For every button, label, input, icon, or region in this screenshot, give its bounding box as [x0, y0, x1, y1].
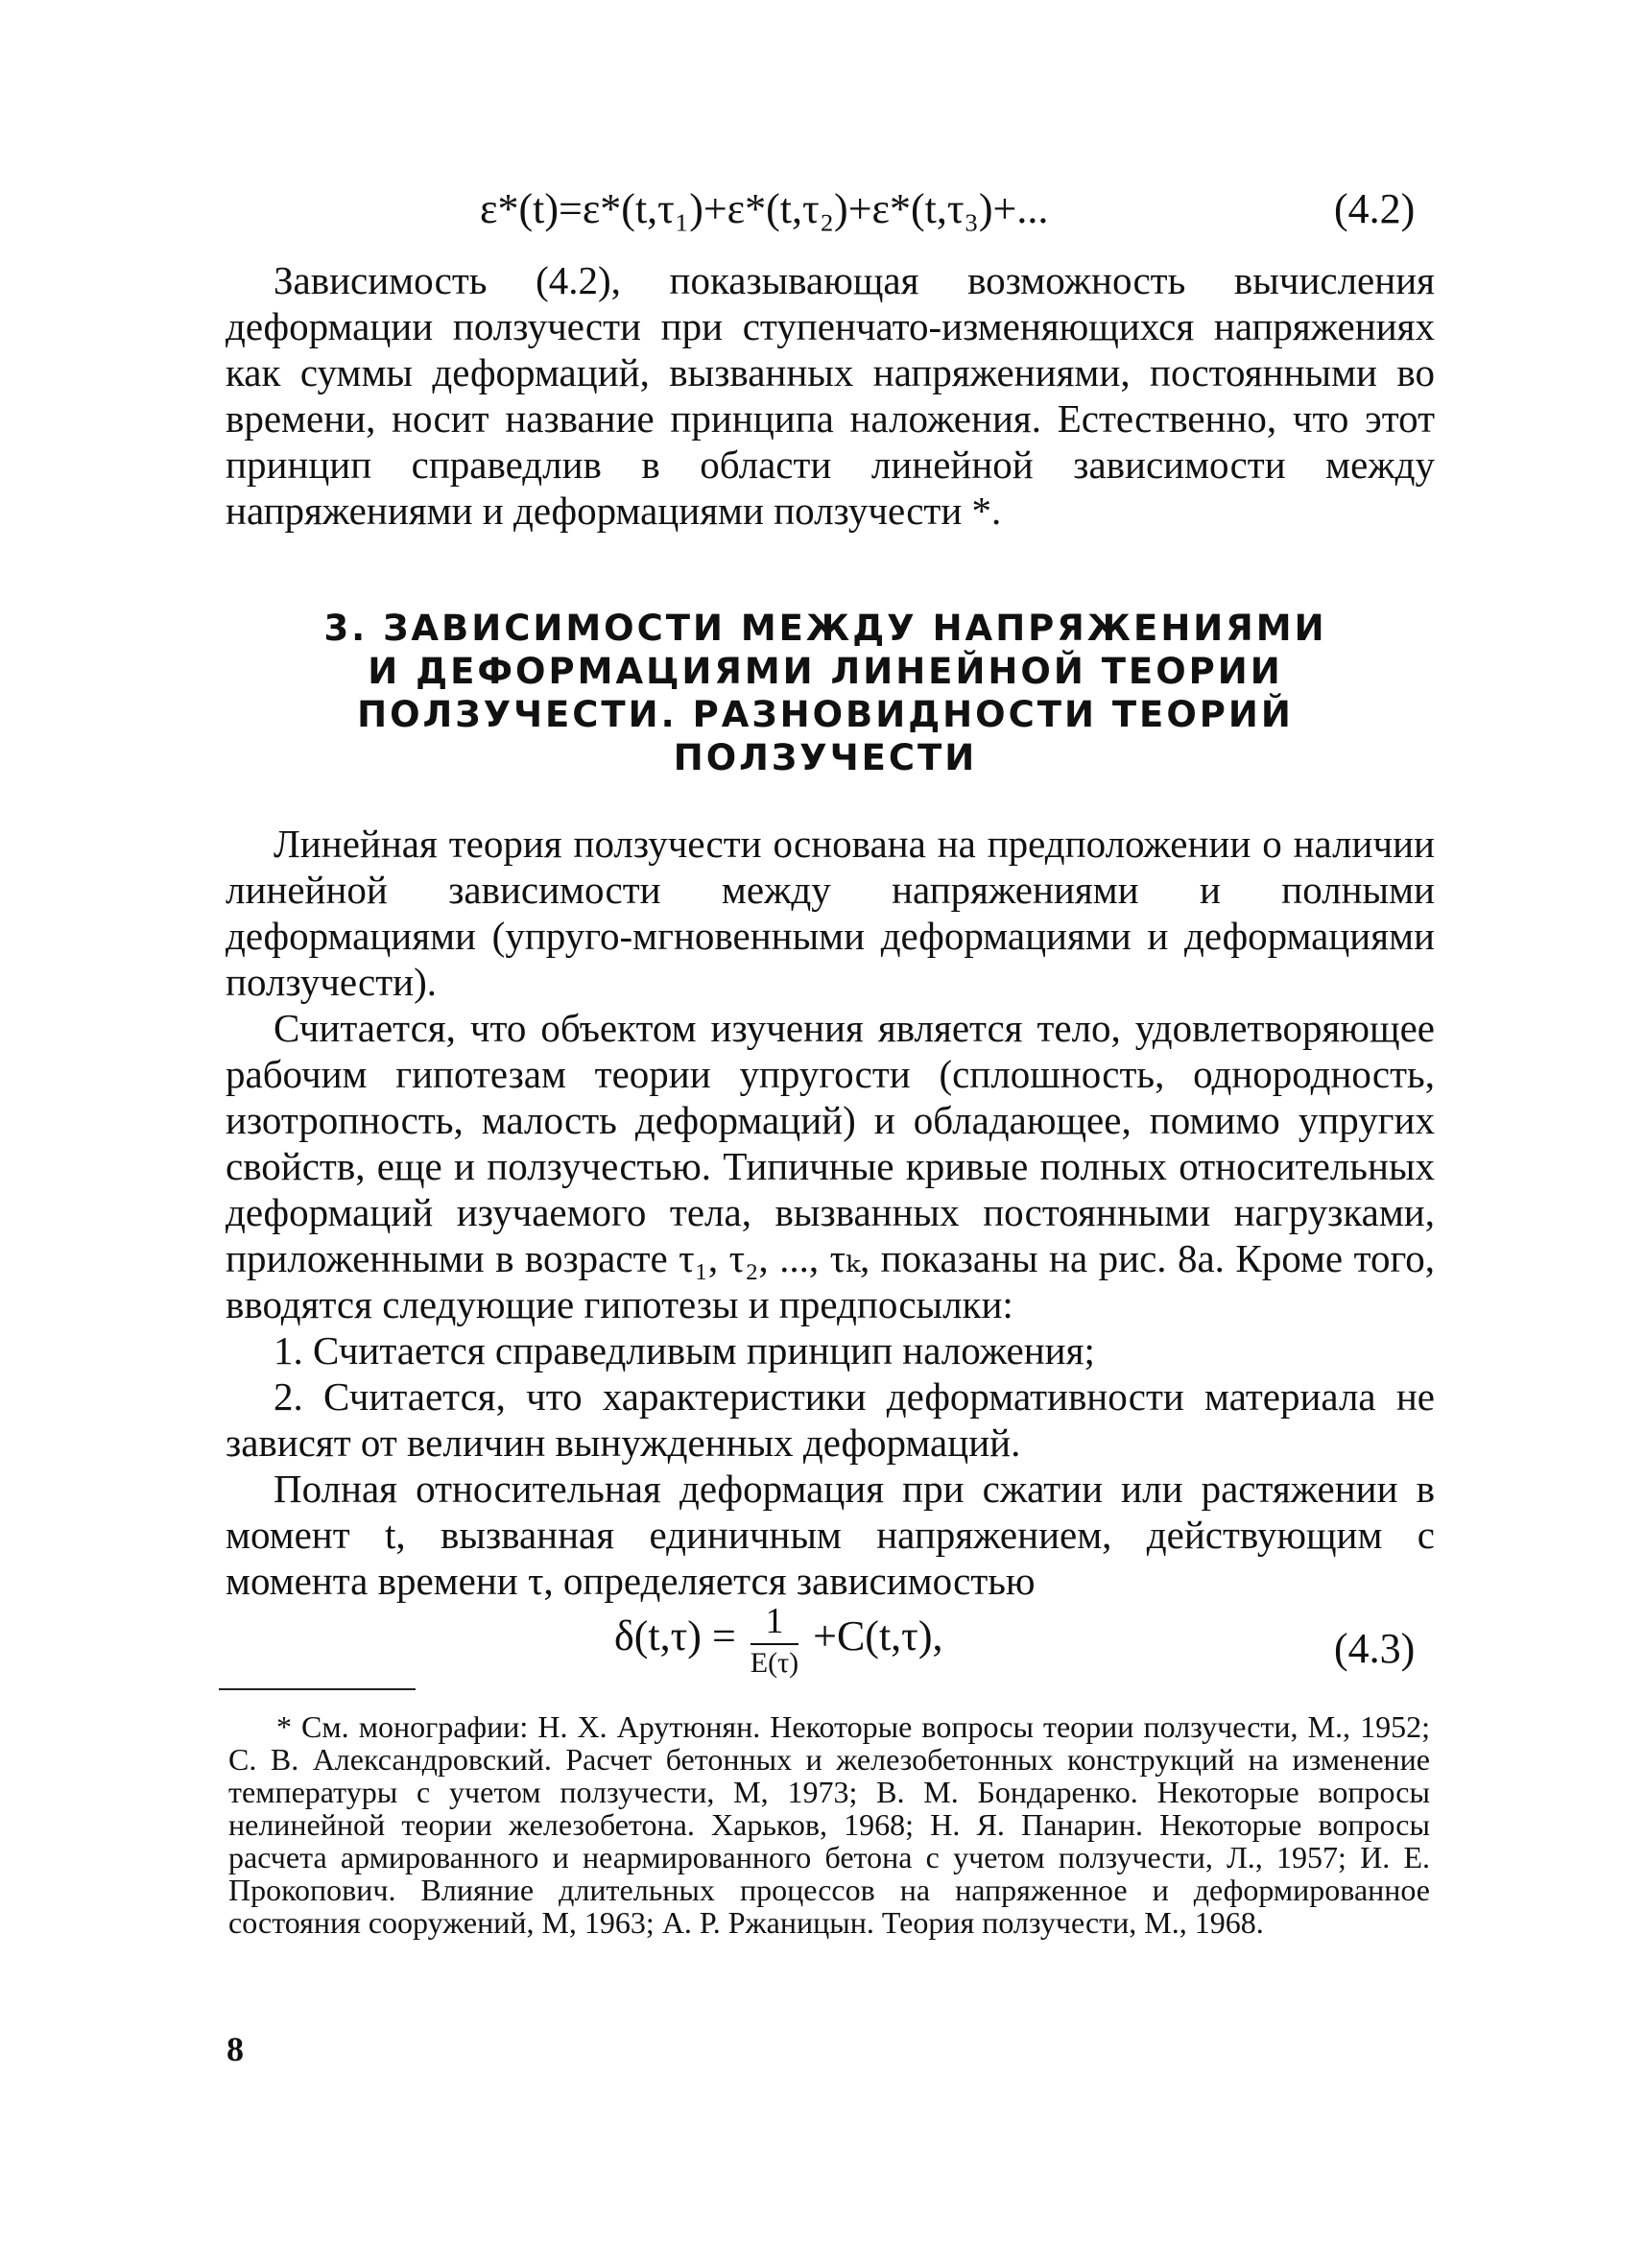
footnote-divider — [219, 1688, 416, 1690]
footnote: * См. монографии: Н. Х. Арутюнян. Некоторые вопросы теории ползучести, М., 1952; С. В. Александровский. Расчет бетонных и железобетонных конструкций на изменение температуры с учетом ползучести, М, 1973; В. М. Бондаренко. Некоторые вопросы нелинейной теории железобетона. Харьков, 1968; Н. Я. Панарин. Некоторые вопросы расчета армированного и неармированного бетона с учетом ползучести, Л., 1957; И. Е. Прокопович. Влияние длительных процессов на напряженное и деформированное состояния сооружений, М, 1963; А. Р. Ржаницын. Теория ползучести, М., 1968. — [228, 1709, 1430, 1940]
heading-line-4: ПОЛЗУЧЕСТИ — [673, 737, 978, 778]
text-block-2 — [226, 821, 1435, 1604]
text-block-1 — [226, 257, 1435, 534]
section-heading — [269, 607, 1382, 779]
equation-4-3-number: (4.3) — [1334, 1625, 1416, 1672]
fraction-denominator: E(τ) — [750, 1647, 799, 1679]
fraction-numerator: 1 — [751, 1603, 798, 1645]
paragraph-hypothesis-1: 1. Считается справедливым принцип наложения; — [274, 1328, 1095, 1373]
equation-4-3-rhs: +C(t,τ), — [813, 1612, 943, 1660]
equation-4-3-fraction — [751, 1603, 798, 1678]
paragraph-linear-theory: Линейная теория ползучести основана на предположении о наличии линейной зависимости между напряжениями и полными деформациями (упруго-мгновенными деформациями и деформациями ползучести). — [226, 822, 1435, 1004]
paragraph-superposition: Зависимость (4.2), показывающая возможность вычисления деформации ползучести при ступенчато-изменяющихся напряжениях как суммы деформаций, вызванных напряжениями, постоянными во времени, носит название принципа наложения. Естественно, что этот принцип справедлив в области линейной зависимости между напряжениями и деформациями ползучести *. — [226, 258, 1435, 533]
paragraph-object-of-study: Считается, что объектом изучения является тело, удовлетворяющее рабочим гипотезам теории упругости (сплошность, однородность, изотропность, малость деформаций) и обладающее, помимо упругих свойств, еще и ползучестью. Типичные кривые полных относительных деформаций изучаемого тела, вызванных постоянными нагрузками, приложенными в возрасте τ₁, τ₂, ..., τₖ, показаны на рис. 8а. Кроме того, вводятся следующие гипотезы и предпосылки: — [226, 1006, 1435, 1326]
page-number: 8 — [226, 2030, 244, 2068]
paragraph-hypothesis-2: 2. Считается, что характеристики деформативности материала не зависят от величин вынужденных деформаций. — [226, 1374, 1435, 1465]
heading-line-1: 3. ЗАВИСИМОСТИ МЕЖДУ НАПРЯЖЕНИЯМИ — [323, 608, 1327, 649]
paragraph-full-deformation: Полная относительная деформация при сжатии или растяжении в момент t, вызванная единичным напряжением, действующим с момента времени τ, определяется зависимостью — [226, 1467, 1435, 1603]
heading-line-2: И ДЕФОРМАЦИЯМИ ЛИНЕЙНОЙ ТЕОРИИ — [368, 651, 1283, 692]
heading-line-3: ПОЛЗУЧЕСТИ. РАЗНОВИДНОСТИ ТЕОРИЙ — [357, 694, 1294, 735]
equation-4-3 — [614, 1603, 943, 1678]
equation-4-3-lhs: δ(t,τ) = — [614, 1612, 736, 1660]
equation-4-2: ε*(t)=ε*(t,τ₁)+ε*(t,τ₂)+ε*(t,τ₃)+... — [480, 185, 1049, 232]
equation-4-2-number: (4.2) — [1334, 185, 1416, 232]
